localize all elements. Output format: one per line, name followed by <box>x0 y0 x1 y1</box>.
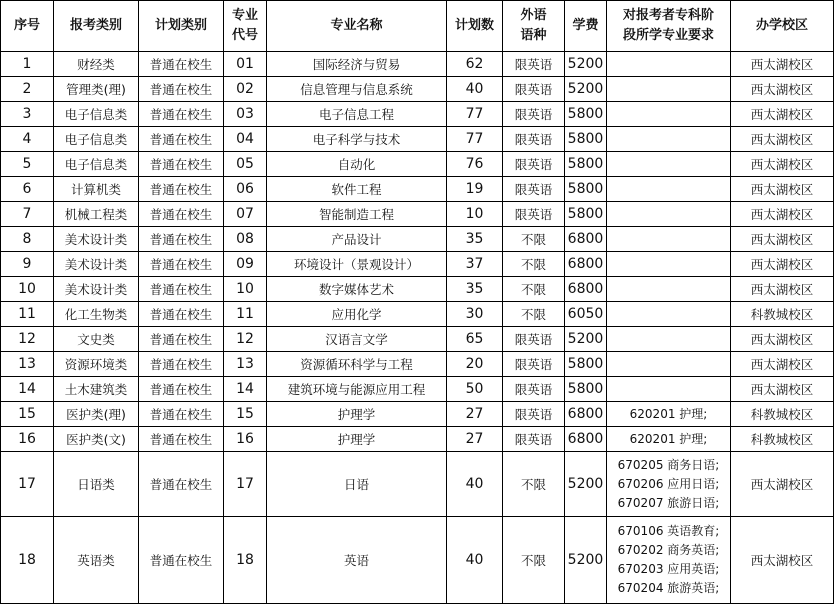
cell-plan-type: 普通在校生 <box>139 202 224 227</box>
cell-major: 数字媒体艺术 <box>267 277 447 302</box>
cell-requirement <box>607 127 731 152</box>
cell-fee: 5800 <box>565 102 607 127</box>
cell-language: 限英语 <box>503 402 565 427</box>
cell-requirement <box>607 377 731 402</box>
table-row <box>1 352 834 377</box>
cell-count: 50 <box>447 377 503 402</box>
cell-fee: 6050 <box>565 302 607 327</box>
cell-category: 机械工程类 <box>54 202 139 227</box>
cell-requirement <box>607 227 731 252</box>
cell-language: 限英语 <box>503 377 565 402</box>
cell-campus: 西太湖校区 <box>731 52 834 77</box>
header-fee: 学费 <box>565 1 607 52</box>
cell-seq: 17 <box>1 452 54 517</box>
cell-major: 应用化学 <box>267 302 447 327</box>
cell-campus: 西太湖校区 <box>731 227 834 252</box>
header-campus: 办学校区 <box>731 1 834 52</box>
cell-major: 护理学 <box>267 402 447 427</box>
cell-major: 自动化 <box>267 152 447 177</box>
cell-category: 电子信息类 <box>54 102 139 127</box>
cell-category: 英语类 <box>54 517 139 604</box>
cell-code: 11 <box>224 302 267 327</box>
table-body <box>1 52 834 604</box>
cell-language: 限英语 <box>503 352 565 377</box>
requirement-line: 670203 应用英语; <box>617 562 720 576</box>
cell-code: 18 <box>224 517 267 604</box>
cell-campus: 科教城校区 <box>731 402 834 427</box>
cell-count: 35 <box>447 277 503 302</box>
cell-count: 35 <box>447 227 503 252</box>
cell-code: 02 <box>224 77 267 102</box>
cell-requirement <box>607 77 731 102</box>
cell-campus: 西太湖校区 <box>731 517 834 604</box>
cell-count: 65 <box>447 327 503 352</box>
cell-campus: 西太湖校区 <box>731 452 834 517</box>
cell-code: 12 <box>224 327 267 352</box>
cell-requirement <box>607 152 731 177</box>
cell-seq: 11 <box>1 302 54 327</box>
table-row <box>1 52 834 77</box>
cell-major: 智能制造工程 <box>267 202 447 227</box>
requirement-line: 670207 旅游日语; <box>617 495 720 510</box>
cell-category: 资源环境类 <box>54 352 139 377</box>
cell-plan-type: 普通在校生 <box>139 327 224 352</box>
cell-language: 限英语 <box>503 152 565 177</box>
cell-plan-type: 普通在校生 <box>139 517 224 604</box>
cell-seq: 2 <box>1 77 54 102</box>
table-row <box>1 252 834 277</box>
cell-major: 软件工程 <box>267 177 447 202</box>
cell-seq: 12 <box>1 327 54 352</box>
cell-code: 01 <box>224 52 267 77</box>
cell-fee: 6800 <box>565 277 607 302</box>
requirement-line: 620201 护理; <box>629 406 708 421</box>
cell-fee: 5200 <box>565 77 607 102</box>
cell-major: 日语 <box>267 452 447 517</box>
cell-seq: 14 <box>1 377 54 402</box>
cell-campus: 西太湖校区 <box>731 327 834 352</box>
cell-count: 10 <box>447 202 503 227</box>
cell-fee: 5800 <box>565 202 607 227</box>
cell-fee: 5200 <box>565 517 607 604</box>
header-code-line1: 专业 <box>231 8 258 23</box>
cell-seq: 13 <box>1 352 54 377</box>
table-header <box>1 1 834 52</box>
cell-plan-type: 普通在校生 <box>139 252 224 277</box>
cell-language: 限英语 <box>503 427 565 452</box>
cell-plan-type: 普通在校生 <box>139 427 224 452</box>
cell-major: 电子科学与技术 <box>267 127 447 152</box>
table-row <box>1 227 834 252</box>
header-count: 计划数 <box>447 1 503 52</box>
cell-count: 27 <box>447 402 503 427</box>
cell-code: 13 <box>224 352 267 377</box>
cell-category: 美术设计类 <box>54 227 139 252</box>
table-row <box>1 402 834 427</box>
cell-requirement <box>607 452 731 517</box>
cell-campus: 西太湖校区 <box>731 277 834 302</box>
header-requirement <box>607 1 731 52</box>
table-row <box>1 302 834 327</box>
cell-count: 40 <box>447 77 503 102</box>
cell-plan-type: 普通在校生 <box>139 352 224 377</box>
cell-requirement <box>607 252 731 277</box>
cell-campus: 科教城校区 <box>731 427 834 452</box>
cell-major: 资源循环科学与工程 <box>267 352 447 377</box>
table-row <box>1 517 834 604</box>
cell-category: 文史类 <box>54 327 139 352</box>
cell-count: 20 <box>447 352 503 377</box>
cell-plan-type: 普通在校生 <box>139 277 224 302</box>
table-row <box>1 277 834 302</box>
cell-fee: 6800 <box>565 402 607 427</box>
cell-campus: 科教城校区 <box>731 302 834 327</box>
cell-language: 限英语 <box>503 102 565 127</box>
cell-language: 不限 <box>503 252 565 277</box>
cell-fee: 5800 <box>565 177 607 202</box>
header-major: 专业名称 <box>267 1 447 52</box>
cell-requirement <box>607 327 731 352</box>
cell-plan-type: 普通在校生 <box>139 102 224 127</box>
cell-requirement <box>607 427 731 452</box>
cell-code: 06 <box>224 177 267 202</box>
cell-code: 10 <box>224 277 267 302</box>
cell-language: 不限 <box>503 277 565 302</box>
cell-major: 护理学 <box>267 427 447 452</box>
table-row <box>1 427 834 452</box>
requirement-line: 670205 商务日语; <box>617 457 720 472</box>
cell-major: 电子信息工程 <box>267 102 447 127</box>
cell-requirement <box>607 102 731 127</box>
cell-major: 建筑环境与能源应用工程 <box>267 377 447 402</box>
cell-campus: 西太湖校区 <box>731 377 834 402</box>
cell-language: 限英语 <box>503 202 565 227</box>
table-row <box>1 452 834 517</box>
cell-major: 国际经济与贸易 <box>267 52 447 77</box>
cell-fee: 6800 <box>565 427 607 452</box>
cell-seq: 15 <box>1 402 54 427</box>
cell-plan-type: 普通在校生 <box>139 152 224 177</box>
cell-code: 07 <box>224 202 267 227</box>
cell-code: 08 <box>224 227 267 252</box>
cell-fee: 5800 <box>565 127 607 152</box>
cell-code: 05 <box>224 152 267 177</box>
cell-fee: 5800 <box>565 352 607 377</box>
cell-language: 限英语 <box>503 327 565 352</box>
cell-requirement <box>607 302 731 327</box>
cell-category: 电子信息类 <box>54 152 139 177</box>
requirement-line: 620201 护理; <box>629 431 708 446</box>
cell-fee: 5800 <box>565 152 607 177</box>
cell-code: 04 <box>224 127 267 152</box>
cell-campus: 西太湖校区 <box>731 127 834 152</box>
cell-major: 英语 <box>267 517 447 604</box>
requirement-line: 670106 英语教育; <box>617 524 720 538</box>
cell-fee: 6800 <box>565 252 607 277</box>
cell-language: 不限 <box>503 302 565 327</box>
cell-fee: 5800 <box>565 377 607 402</box>
cell-language: 限英语 <box>503 52 565 77</box>
cell-language: 不限 <box>503 227 565 252</box>
cell-seq: 3 <box>1 102 54 127</box>
cell-category: 电子信息类 <box>54 127 139 152</box>
cell-campus: 西太湖校区 <box>731 77 834 102</box>
cell-count: 76 <box>447 152 503 177</box>
table-row <box>1 377 834 402</box>
table-row <box>1 77 834 102</box>
cell-count: 30 <box>447 302 503 327</box>
cell-seq: 6 <box>1 177 54 202</box>
cell-category: 医护类(理) <box>54 402 139 427</box>
cell-plan-type: 普通在校生 <box>139 452 224 517</box>
cell-category: 土木建筑类 <box>54 377 139 402</box>
cell-plan-type: 普通在校生 <box>139 177 224 202</box>
cell-code: 17 <box>224 452 267 517</box>
cell-plan-type: 普通在校生 <box>139 77 224 102</box>
table-row <box>1 102 834 127</box>
cell-campus: 西太湖校区 <box>731 352 834 377</box>
cell-seq: 5 <box>1 152 54 177</box>
cell-plan-type: 普通在校生 <box>139 302 224 327</box>
table-row <box>1 327 834 352</box>
header-language-line1: 外语 <box>520 8 547 23</box>
cell-language: 不限 <box>503 452 565 517</box>
cell-requirement <box>607 352 731 377</box>
cell-seq: 18 <box>1 517 54 604</box>
table-row <box>1 152 834 177</box>
header-seq: 序号 <box>1 1 54 52</box>
cell-requirement <box>607 52 731 77</box>
cell-count: 40 <box>447 517 503 604</box>
header-code-line2: 代号 <box>231 28 258 43</box>
cell-fee: 5200 <box>565 327 607 352</box>
cell-major: 环境设计（景观设计） <box>267 252 447 277</box>
cell-code: 14 <box>224 377 267 402</box>
cell-plan-type: 普通在校生 <box>139 127 224 152</box>
cell-campus: 西太湖校区 <box>731 177 834 202</box>
cell-language: 限英语 <box>503 127 565 152</box>
cell-count: 37 <box>447 252 503 277</box>
cell-count: 77 <box>447 127 503 152</box>
cell-count: 27 <box>447 427 503 452</box>
header-category: 报考类别 <box>54 1 139 52</box>
cell-category: 日语类 <box>54 452 139 517</box>
cell-requirement <box>607 202 731 227</box>
cell-campus: 西太湖校区 <box>731 152 834 177</box>
header-requirement-line2: 段所学专业要求 <box>622 28 714 43</box>
header-row <box>1 1 834 52</box>
header-requirement-line1: 对报考者专科阶 <box>622 8 714 23</box>
cell-category: 化工生物类 <box>54 302 139 327</box>
cell-requirement <box>607 177 731 202</box>
cell-major: 信息管理与信息系统 <box>267 77 447 102</box>
table-row <box>1 202 834 227</box>
header-plan-type: 计划类别 <box>139 1 224 52</box>
cell-requirement <box>607 277 731 302</box>
cell-category: 医护类(文) <box>54 427 139 452</box>
requirement-line: 670202 商务英语; <box>617 543 720 557</box>
cell-code: 03 <box>224 102 267 127</box>
cell-seq: 1 <box>1 52 54 77</box>
cell-category: 财经类 <box>54 52 139 77</box>
cell-language: 限英语 <box>503 77 565 102</box>
table-row <box>1 127 834 152</box>
cell-category: 计算机类 <box>54 177 139 202</box>
cell-count: 40 <box>447 452 503 517</box>
header-code <box>224 1 267 52</box>
cell-category: 美术设计类 <box>54 252 139 277</box>
cell-requirement <box>607 402 731 427</box>
cell-campus: 西太湖校区 <box>731 102 834 127</box>
cell-seq: 7 <box>1 202 54 227</box>
cell-seq: 10 <box>1 277 54 302</box>
table-row <box>1 177 834 202</box>
cell-count: 77 <box>447 102 503 127</box>
cell-language: 不限 <box>503 517 565 604</box>
cell-plan-type: 普通在校生 <box>139 402 224 427</box>
cell-code: 16 <box>224 427 267 452</box>
cell-seq: 16 <box>1 427 54 452</box>
cell-major: 汉语言文学 <box>267 327 447 352</box>
cell-seq: 4 <box>1 127 54 152</box>
cell-campus: 西太湖校区 <box>731 202 834 227</box>
cell-count: 19 <box>447 177 503 202</box>
cell-fee: 6800 <box>565 227 607 252</box>
cell-fee: 5200 <box>565 452 607 517</box>
cell-code: 09 <box>224 252 267 277</box>
cell-category: 管理类(理) <box>54 77 139 102</box>
cell-fee: 5200 <box>565 52 607 77</box>
cell-category: 美术设计类 <box>54 277 139 302</box>
cell-major: 产品设计 <box>267 227 447 252</box>
cell-campus: 西太湖校区 <box>731 252 834 277</box>
cell-seq: 8 <box>1 227 54 252</box>
cell-count: 62 <box>447 52 503 77</box>
cell-language: 限英语 <box>503 177 565 202</box>
cell-seq: 9 <box>1 252 54 277</box>
cell-plan-type: 普通在校生 <box>139 52 224 77</box>
cell-plan-type: 普通在校生 <box>139 377 224 402</box>
requirement-line: 670206 应用日语; <box>617 476 720 491</box>
requirement-line: 670204 旅游英语; <box>617 581 720 595</box>
header-language <box>503 1 565 52</box>
cell-code: 15 <box>224 402 267 427</box>
cell-plan-type: 普通在校生 <box>139 227 224 252</box>
cell-requirement <box>607 517 731 604</box>
header-language-line2: 语种 <box>520 28 547 43</box>
